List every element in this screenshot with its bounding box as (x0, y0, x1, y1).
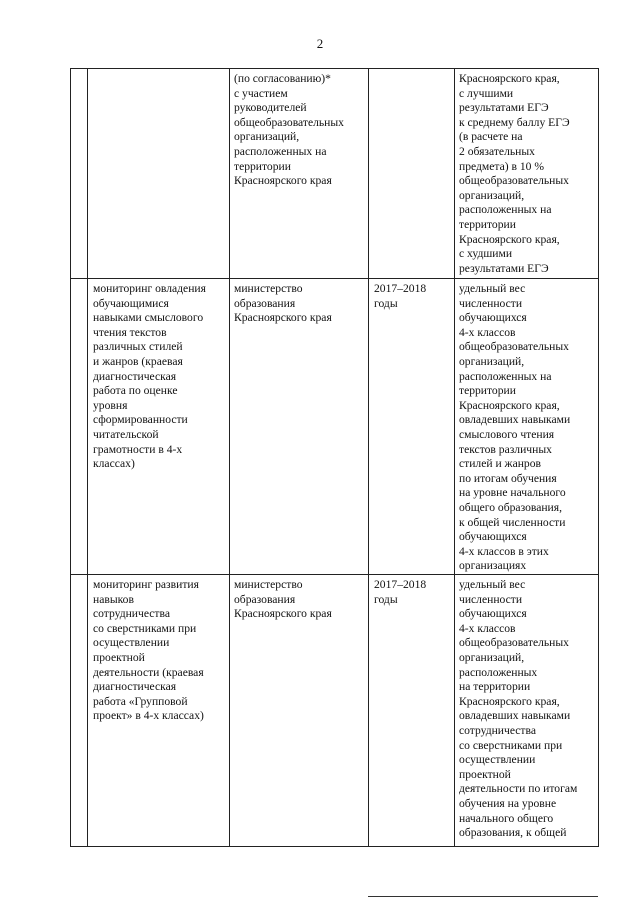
page-number: 2 (316, 36, 324, 51)
cell-activity: мониторинг овладения обучающимися навыками смыслового чтения текстов различных стилей и жанров (краевая диагностическая работа по оценке уровня сформированности читательской грамотности в 4-х классах) (93, 282, 206, 471)
cell-period: 2017–2018 годы (374, 282, 427, 310)
table-column-divider (454, 68, 455, 846)
cell-indicator: удельный вес численности обучающихся 4-х классов общеобразовательных организаций, расположенных на территории Красноярского края, овладевших навыками сотрудничества со сверстниками при осуществлении проектной деятельности по итогам обучения на уровне начального общего образования, к общей (459, 578, 578, 840)
cell-period: 2017–2018 годы (374, 578, 427, 606)
cell-responsible: (по согласованию)* с участием руководителей общеобразовательных организаций, расположенных на территории Красноярского края (234, 72, 344, 188)
table-border-bottom (70, 846, 599, 847)
table-border-top (70, 68, 599, 69)
cell-responsible: министерство образования Красноярского края (234, 282, 332, 325)
cell-responsible: министерство образования Красноярского края (234, 578, 332, 621)
table-row-divider (70, 278, 599, 279)
table-row-divider (70, 574, 599, 575)
cell-activity: мониторинг развития навыков сотрудничества со сверстниками при осуществлении проектной деятельности (краевая диагностическая работа «Групповой проект» в 4-х классах) (93, 578, 204, 723)
table-column-divider (368, 68, 369, 846)
cell-indicator: Красноярского края, с лучшими результатами ЕГЭ к среднему баллу ЕГЭ (в расчете на 2 обязательных предмета) в 10 % общеобразовательных организаций, расположенных на территории Красноярского края, с худшими результатами ЕГЭ (459, 72, 570, 275)
table-border-left (70, 68, 71, 846)
table-border-right (598, 68, 599, 846)
cell-indicator: удельный вес численности обучающихся 4-х классов общеобразовательных организаций, расположенных на территории Красноярского края, овладевших навыками смыслового чтения текстов различных стилей и жанров по итогам обучения на уровне начального общего образования, к общей численности обучающихся 4-х классов в этих организациях (459, 282, 571, 573)
footer-line (368, 896, 598, 897)
table-column-divider (87, 68, 88, 846)
table-column-divider (229, 68, 230, 846)
